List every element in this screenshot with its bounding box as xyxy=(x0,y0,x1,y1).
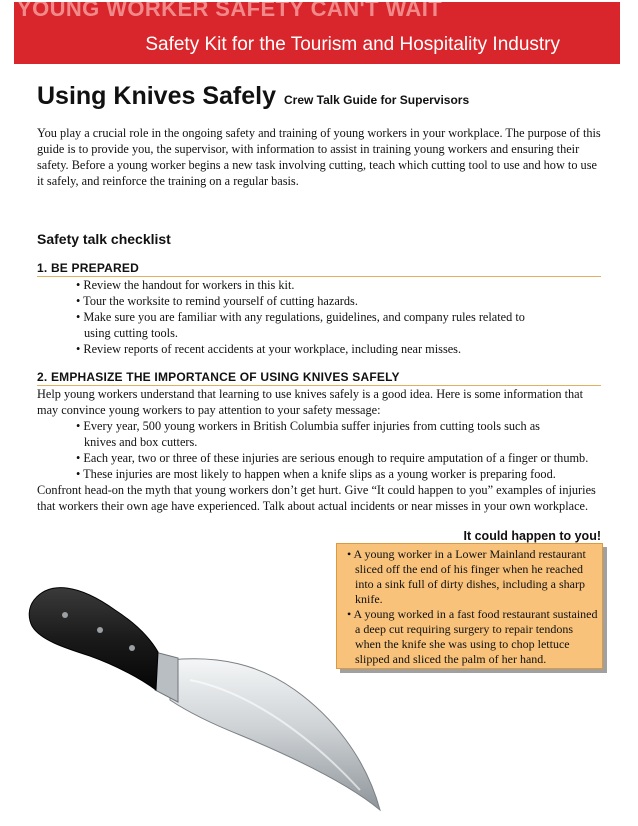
list-item: • These injuries are most likely to happen when a knife slips as a young worker is preparing food. xyxy=(37,466,603,482)
step2-outro: Confront head-on the myth that young workers don’t get hurt. Give “It could happen to you” examples of injuries that workers their own age have experienced. Talk about actual incidents or near misses in your own workplace. xyxy=(37,483,596,513)
list-item: • Review reports of recent accidents at your workplace, including near misses. xyxy=(37,341,603,357)
banner-title: YOUNG WORKER SAFETY CAN'T WAIT xyxy=(17,2,443,21)
list-item: • A young worked in a fast food restaurant sustained a deep cut requiring surgery to repair tendons when the knife she was using to chop lettuce slipped and sliced the palm of her hand. xyxy=(343,607,598,667)
list-item: • Make sure you are familiar with any regulations, guidelines, and company rules related to using cutting tools. xyxy=(37,309,603,341)
intro-paragraph: You play a crucial role in the ongoing safety and training of young workers in your workplace. The purpose of this guide is to provide you, the supervisor, with information to assist in training young workers and ensuring their safety. Before a young worker begins a new task involving cutting, teach which cutting tool to use and how to use it safely, and reinforce the training on a regular basis. xyxy=(37,126,601,188)
list-item: • Review the handout for workers in this kit. xyxy=(37,277,603,293)
checklist-heading: Safety talk checklist xyxy=(37,231,171,247)
header-banner xyxy=(14,2,620,64)
list-item: • Each year, two or three of these injuries are serious enough to require amputation of a finger or thumb. xyxy=(37,450,603,466)
callout-heading: It could happen to you! xyxy=(463,529,601,543)
step2-intro: Help young workers understand that learning to use knives safely is a good idea. Here is some information that may convince young workers to pay attention to your safety message: xyxy=(37,387,584,417)
list-item: • Tour the worksite to remind yourself of cutting hazards. xyxy=(37,293,603,309)
step1-list xyxy=(37,277,603,357)
step2-heading: 2. EMPHASIZE THE IMPORTANCE OF USING KNIVES SAFELY xyxy=(37,370,601,386)
chef-knife-icon xyxy=(20,560,400,820)
banner-subtitle: Safety Kit for the Tourism and Hospitality Industry xyxy=(145,34,560,55)
page-title-main: Using Knives Safely xyxy=(37,82,276,110)
page-title-subtitle: Crew Talk Guide for Supervisors xyxy=(283,93,470,107)
step1-heading: 1. BE PREPARED xyxy=(37,261,601,277)
list-item: • A young worker in a Lower Mainland restaurant sliced off the end of his finger when he reached into a sink full of dirty dishes, including a sharp knife. xyxy=(343,547,598,607)
step2-list xyxy=(37,418,603,482)
page-title xyxy=(37,82,469,111)
list-item: • Every year, 500 young workers in British Columbia suffer injuries from cutting tools such as knives and box cutters. xyxy=(37,418,603,450)
